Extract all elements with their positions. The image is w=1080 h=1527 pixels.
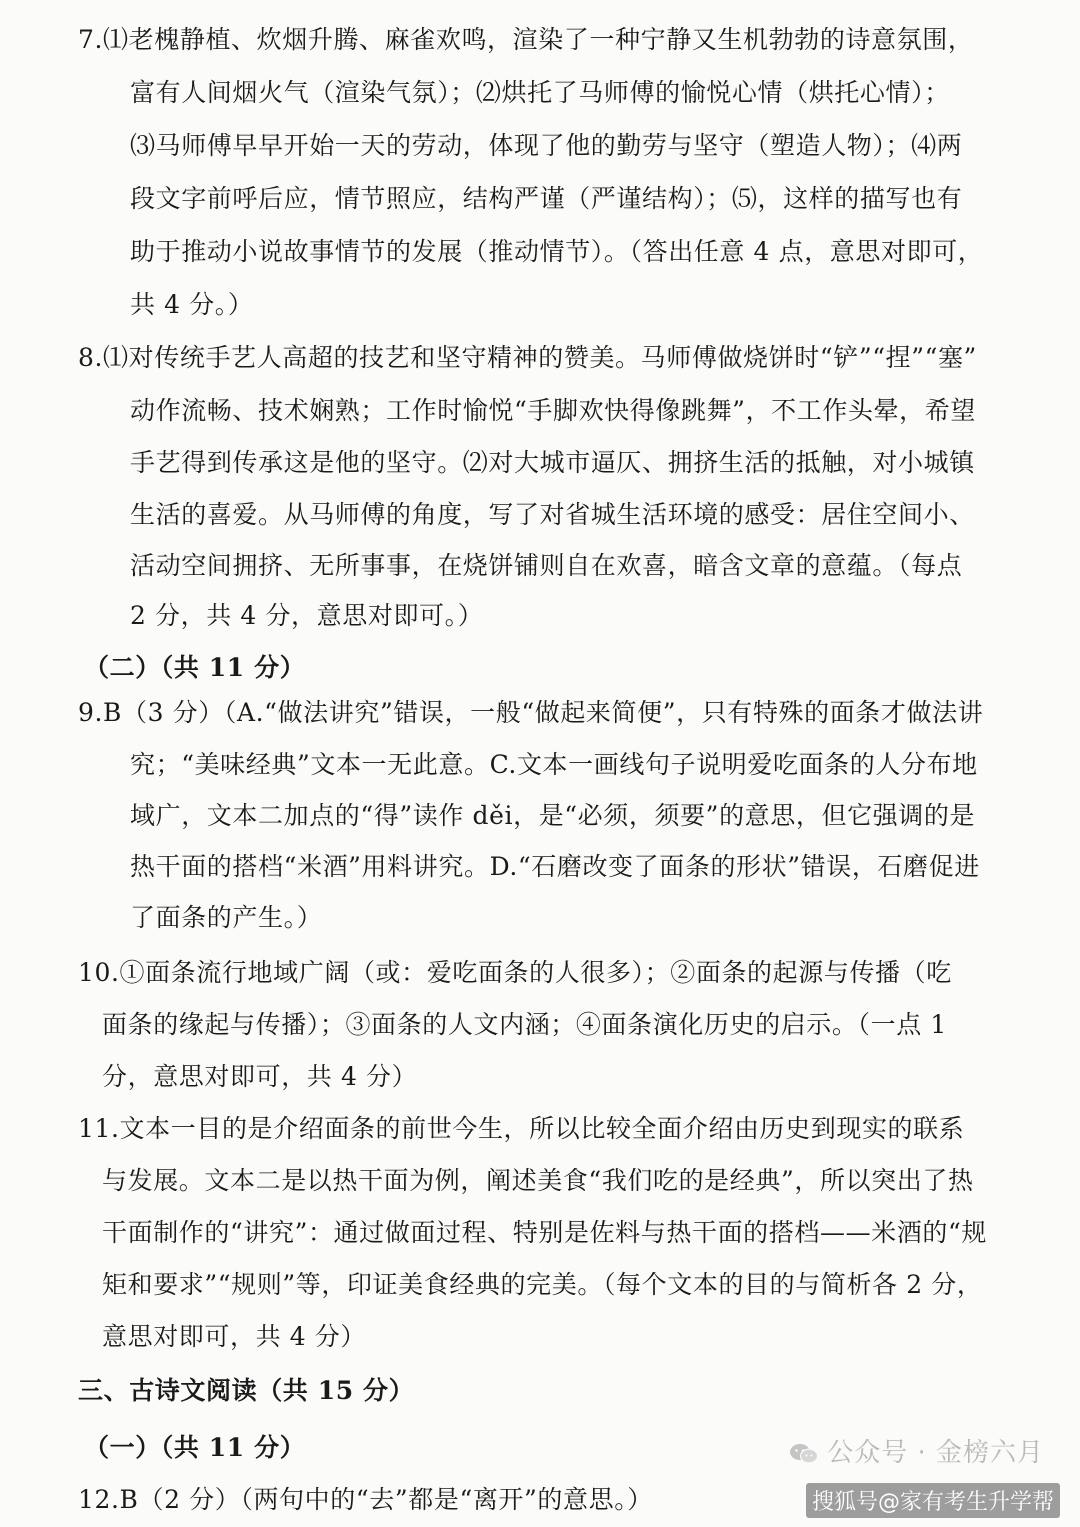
- answer-8-line-6: 2 分，共 4 分，意思对即可。）: [130, 601, 484, 630]
- answer-7-line-1: 7.⑴老槐静植、炊烟升腾、麻雀欢鸣，渲染了一种宁静又生机勃勃的诗意氛围，: [78, 25, 974, 54]
- answer-8-line-3: 手艺得到传承这是他的坚守。⑵对大城市逼仄、拥挤生活的抵触，对小城镇: [130, 448, 975, 477]
- answer-7-line-6: 共 4 分。）: [130, 290, 254, 319]
- answer-7-line-4: 段文字前呼后应，情节照应，结构严谨（严谨结构）；⑸，这样的描写也有: [130, 184, 963, 213]
- answer-9-line-2: 究；“美味经典”文本一无此意。C.文本一画线句子说明爱吃面条的人分布地: [130, 750, 978, 779]
- section-2-heading: （二）（共 11 分）: [84, 653, 306, 682]
- answer-10-line-3: 分，意思对即可，共 4 分）: [102, 1062, 418, 1091]
- sohu-watermark: 搜狐号@家有考生升学帮: [806, 1483, 1060, 1518]
- subsection-1-heading: （一）（共 11 分）: [84, 1433, 306, 1462]
- answer-10-line-2: 面条的缘起与传播）；③面条的人文内涵；④面条演化历史的启示。（一点 1: [102, 1010, 947, 1039]
- answer-7-line-5: 助于推动小说故事情节的发展（推动情节）。（答出任意 4 点，意思对即可，: [130, 237, 984, 266]
- answer-8-line-5: 活动空间拥挤、无所事事，在烧饼铺则自在欢喜，暗含文章的意蕴。（每点: [130, 551, 963, 580]
- answer-7-line-3: ⑶马师傅早早开始一天的劳动，体现了他的勤劳与坚守（塑造人物）；⑷两: [130, 131, 963, 160]
- answer-9-line-5: 了面条的产生。）: [130, 903, 323, 932]
- answer-8-line-1: 8.⑴对传统手艺人高超的技艺和坚守精神的赞美。马师傅做烧饼时“铲”“捏”“塞”: [78, 343, 977, 372]
- answer-9-line-1: 9.B（3 分）（A.“做法讲究”错误，一般“做起来简便”，只有特殊的面条才做法讲: [78, 698, 984, 727]
- answer-11-line-2: 与发展。文本二是以热干面为例，阐述美食“我们吃的是经典”，所以突出了热: [102, 1166, 974, 1195]
- wechat-watermark: [789, 1432, 1044, 1469]
- answer-7-line-2: 富有人间烟火气（渲染气氛）；⑵烘托了马师傅的愉悦心情（烘托心情）；: [130, 78, 950, 107]
- answer-9-line-3: 域广，文本二加点的“得”读作 děi，是“必须，须要”的意思，但它强调的是: [130, 801, 976, 830]
- answer-11-line-4: 矩和要求”“规则”等，印证美食经典的完美。（每个文本的目的与简析各 2 分，: [102, 1270, 983, 1299]
- answer-8-line-2: 动作流畅、技术娴熟；工作时愉悦“手脚欢快得像跳舞”，不工作头晕，希望: [130, 396, 976, 425]
- answer-9-line-4: 热干面的搭档“米酒”用料讲究。D.“石磨改变了面条的形状”错误，石磨促进: [130, 852, 980, 881]
- wechat-icon: [789, 1442, 819, 1466]
- answer-11-line-5: 意思对即可，共 4 分）: [102, 1322, 367, 1351]
- answer-10-line-1: 10.①面条流行地域广阔（或：爱吃面条的人很多）；②面条的起源与传播（吃: [78, 958, 952, 987]
- answer-12-line-1: 12.B（2 分）（两句中的“去”都是“离开”的意思。）: [78, 1485, 653, 1514]
- answer-11-line-3: 干面制作的“讲究”：通过做面过程、特别是佐料与热干面的搭档——米酒的“规: [102, 1218, 987, 1247]
- answer-11-line-1: 11.文本一目的是介绍面条的前世今生，所以比较全面介绍由历史到现实的联系: [78, 1114, 965, 1143]
- section-3-heading: 三、古诗文阅读（共 15 分）: [78, 1376, 415, 1405]
- answer-8-line-4: 生活的喜爱。从马师傅的角度，写了对省城生活环境的感受：居住空间小、: [130, 500, 975, 529]
- wechat-watermark-text: 公众号 · 金榜六月: [827, 1438, 1044, 1468]
